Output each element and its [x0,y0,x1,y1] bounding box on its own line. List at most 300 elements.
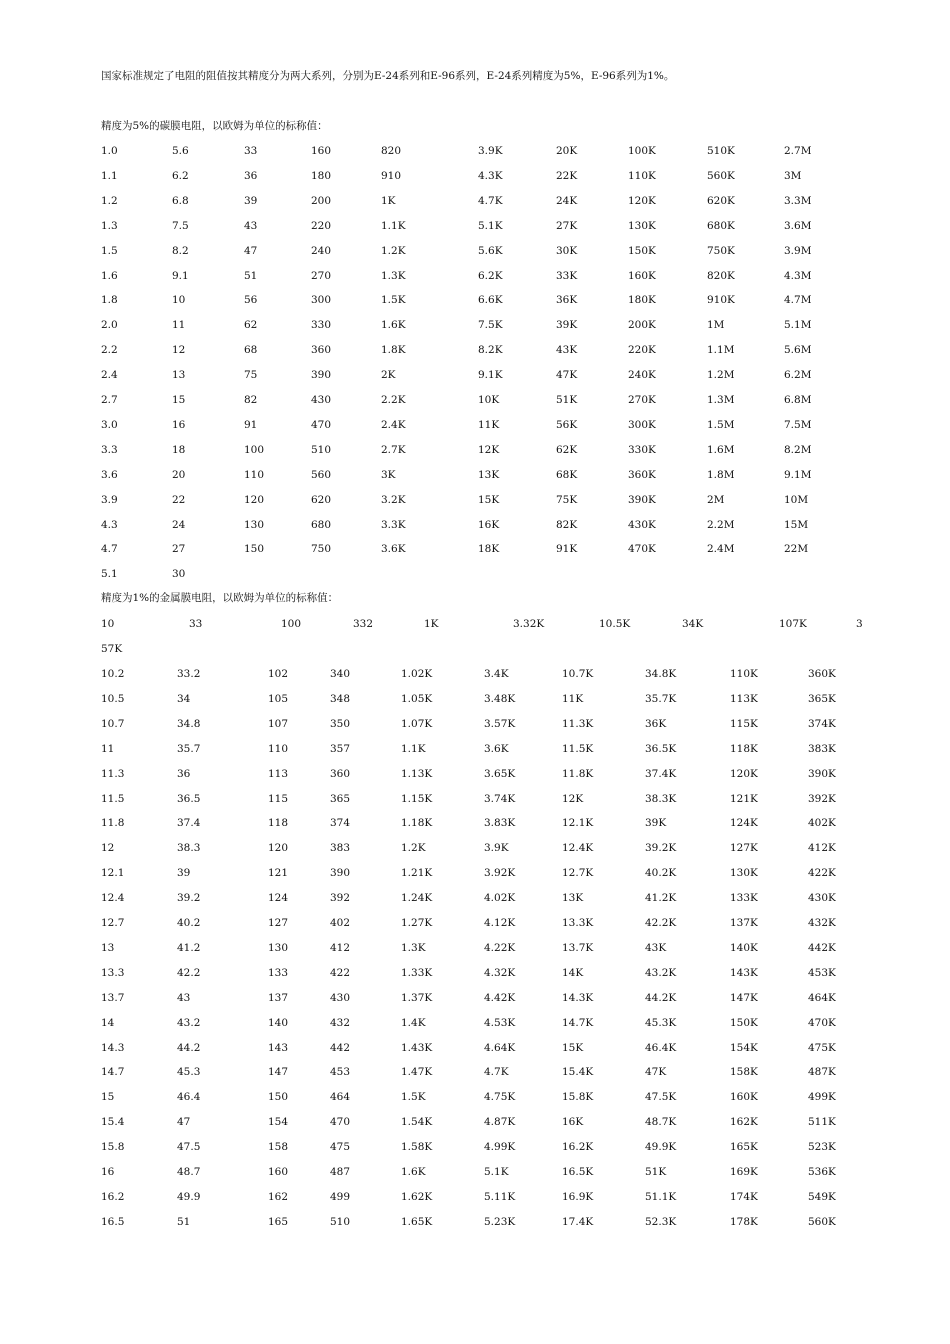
value-cell: 470K [808,1017,836,1029]
value-cell: 150K [628,245,656,257]
value-cell: 1.5K [381,294,406,306]
value-cell: 1.3 [101,220,118,232]
e96-row [0,669,950,683]
value-cell: 374K [808,718,836,730]
value-cell: 4.53K [484,1017,516,1029]
value-cell: 24K [556,195,578,207]
value-cell: 38.3 [177,842,201,854]
value-cell: 15K [562,1042,584,1054]
value-cell: 1.21K [401,867,433,879]
value-cell: 5.1K [484,1166,509,1178]
value-cell: 41.2 [177,942,201,954]
value-cell: 11.3 [101,768,125,780]
e24-row [0,146,950,160]
value-cell: 6.6K [478,294,503,306]
value-cell: 3.9K [478,145,503,157]
value-cell: 12.4K [562,842,594,854]
value-cell: 16.9K [562,1191,594,1203]
value-cell: 113K [730,693,758,705]
value-cell: 40.2K [645,867,677,879]
value-cell: 91K [556,543,578,555]
value-cell: 2K [381,369,396,381]
value-cell: 357 [330,743,351,755]
value-cell: 10K [478,394,500,406]
value-cell: 332 [353,618,374,630]
value-cell: 20K [556,145,578,157]
value-cell: 11K [478,419,500,431]
value-cell: 16.2K [562,1141,594,1153]
value-cell: 511K [808,1116,836,1128]
value-cell: 4.3 [101,519,118,531]
value-cell: 33K [556,270,578,282]
value-cell: 360K [808,668,836,680]
e96-row [0,694,950,708]
value-cell: 4.12K [484,917,516,929]
value-cell: 464 [330,1091,351,1103]
value-cell: 1.47K [401,1066,433,1078]
value-cell: 2.2K [381,394,406,406]
value-cell: 750 [311,543,332,555]
value-cell: 14.7 [101,1066,125,1078]
value-cell: 487K [808,1066,836,1078]
value-cell: 100 [281,618,302,630]
value-cell: 1.13K [401,768,433,780]
value-cell: 3.9K [484,842,509,854]
value-cell: 143 [268,1042,289,1054]
value-cell: 464K [808,992,836,1004]
value-cell: 200 [311,195,332,207]
value-cell: 56K [556,419,578,431]
value-cell: 113 [268,768,289,780]
value-cell: 2.2 [101,344,118,356]
value-cell: 16K [562,1116,584,1128]
value-cell: 1.37K [401,992,433,1004]
value-cell: 3.3K [381,519,406,531]
value-cell: 13K [478,469,500,481]
value-cell: 360K [628,469,656,481]
value-cell: 45.3K [645,1017,677,1029]
value-cell: 18 [172,444,186,456]
value-cell: 48.7K [645,1116,677,1128]
value-cell: 392 [330,892,351,904]
value-cell: 5.1M [784,319,812,331]
value-cell: 1.27K [401,917,433,929]
e96-row [0,1092,950,1106]
e24-row [0,171,950,185]
value-cell: 1.65K [401,1216,433,1228]
value-cell: 8.2K [478,344,503,356]
value-cell: 115K [730,718,758,730]
value-cell: 620 [311,494,332,506]
value-cell: 18K [478,543,500,555]
value-cell: 162K [730,1116,758,1128]
e24-row [0,569,950,583]
value-cell: 48.7 [177,1166,201,1178]
value-cell: 8.2 [172,245,189,257]
value-cell: 1.18K [401,817,433,829]
value-cell: 220K [628,344,656,356]
e96-row [0,1142,950,1156]
value-cell: 160K [628,270,656,282]
value-cell: 14.3 [101,1042,125,1054]
value-cell: 820 [381,145,402,157]
value-cell: 7.5M [784,419,812,431]
value-cell: 37.4 [177,817,201,829]
value-cell: 4.32K [484,967,516,979]
value-cell: 137 [268,992,289,1004]
value-cell: 174K [730,1191,758,1203]
value-cell: 3.32K [513,618,545,630]
value-cell: 49.9 [177,1191,201,1203]
e96-row [0,1117,950,1131]
value-cell: 4.7K [478,195,503,207]
value-cell: 536K [808,1166,836,1178]
value-cell: 13.3K [562,917,594,929]
value-cell: 3.3M [784,195,812,207]
value-cell: 432K [808,917,836,929]
e24-row [0,295,950,309]
value-cell: 140 [268,1017,289,1029]
e96-row [0,943,950,957]
value-cell: 1.43K [401,1042,433,1054]
value-cell: 120 [268,842,289,854]
value-cell: 27 [172,543,186,555]
value-cell: 1.8M [707,469,735,481]
value-cell: 102 [268,668,289,680]
value-cell: 150K [730,1017,758,1029]
value-cell: 130 [244,519,265,531]
value-cell: 9.1 [172,270,189,282]
value-cell: 121K [730,793,758,805]
value-cell: 147 [268,1066,289,1078]
value-cell: 178K [730,1216,758,1228]
value-cell: 17.4K [562,1216,594,1228]
value-cell: 1.6 [101,270,118,282]
value-cell: 300 [311,294,332,306]
value-cell: 6.8M [784,394,812,406]
value-cell: 3.0 [101,419,118,431]
value-cell: 33 [189,618,203,630]
e24-row [0,271,950,285]
value-cell: 12 [172,344,186,356]
value-cell: 11.8 [101,817,125,829]
value-cell: 1.2M [707,369,735,381]
value-cell: 560K [808,1216,836,1228]
value-cell: 383K [808,743,836,755]
e96-row [0,868,950,882]
value-cell: 4.99K [484,1141,516,1153]
e96-row [0,1043,950,1057]
value-cell: 3.3 [101,444,118,456]
value-cell: 36 [244,170,258,182]
value-cell: 100 [244,444,265,456]
value-cell: 68 [244,344,258,356]
value-cell: 4.7M [784,294,812,306]
value-cell: 43K [645,942,667,954]
value-cell: 5.6M [784,344,812,356]
value-cell: 3.9M [784,245,812,257]
value-cell: 2.2M [707,519,735,531]
value-cell: 43 [177,992,191,1004]
value-cell: 510 [330,1216,351,1228]
value-cell: 270K [628,394,656,406]
value-cell: 100K [628,145,656,157]
value-cell: 3 [856,618,863,630]
value-cell: 43K [556,344,578,356]
value-cell: 10.7 [101,718,125,730]
value-cell: 34.8 [177,718,201,730]
e24-row [0,246,950,260]
value-cell: 3.74K [484,793,516,805]
value-cell: 330 [311,319,332,331]
value-cell: 3M [784,170,802,182]
value-cell: 47.5 [177,1141,201,1153]
value-cell: 3.2K [381,494,406,506]
e24-row [0,320,950,334]
value-cell: 470 [311,419,332,431]
e96-row [0,769,950,783]
value-cell: 130 [268,942,289,954]
value-cell: 124 [268,892,289,904]
e96-row [0,1018,950,1032]
value-cell: 453K [808,967,836,979]
value-cell: 374 [330,817,351,829]
value-cell: 3.6M [784,220,812,232]
value-cell: 154K [730,1042,758,1054]
value-cell: 4.22K [484,942,516,954]
value-cell: 365K [808,693,836,705]
value-cell: 350 [330,718,351,730]
value-cell: 22M [784,543,809,555]
value-cell: 42.2 [177,967,201,979]
e96-row [0,918,950,932]
value-cell: 1.02K [401,668,433,680]
value-cell: 1.1K [401,743,426,755]
value-cell: 10.7K [562,668,594,680]
value-cell: 47K [556,369,578,381]
value-cell: 4.02K [484,892,516,904]
value-cell: 14.3K [562,992,594,1004]
value-cell: 422K [808,867,836,879]
value-cell: 12.7 [101,917,125,929]
value-cell: 1.5 [101,245,118,257]
value-cell: 2.4K [381,419,406,431]
value-cell: 160 [311,145,332,157]
value-cell: 1.54K [401,1116,433,1128]
value-cell: 16K [478,519,500,531]
value-cell: 35.7 [177,743,201,755]
value-cell: 422 [330,967,351,979]
value-cell: 3.65K [484,768,516,780]
value-cell: 1.3K [401,942,426,954]
value-cell: 36K [556,294,578,306]
value-cell: 35.7K [645,693,677,705]
value-cell: 1.0 [101,145,118,157]
e24-heading: 精度为5%的碳膜电阻，以欧姆为单位的标称值： [101,120,328,132]
value-cell: 1.1M [707,344,735,356]
value-cell: 14 [101,1017,115,1029]
value-cell: 110K [628,170,656,182]
value-cell: 44.2 [177,1042,201,1054]
value-cell: 620K [707,195,735,207]
value-cell: 44.2K [645,992,677,1004]
value-cell: 47 [244,245,258,257]
value-cell: 487 [330,1166,351,1178]
value-cell: 510K [707,145,735,157]
value-cell: 10.2 [101,668,125,680]
value-cell: 16.5K [562,1166,594,1178]
value-cell: 200K [628,319,656,331]
value-cell: 2.7 [101,394,118,406]
value-cell: 15.4K [562,1066,594,1078]
e24-row [0,520,950,534]
value-cell: 220 [311,220,332,232]
value-cell: 160K [730,1091,758,1103]
value-cell: 390K [628,494,656,506]
value-cell: 10M [784,494,809,506]
value-cell: 402K [808,817,836,829]
value-cell: 37.4K [645,768,677,780]
value-cell: 75K [556,494,578,506]
value-cell: 510 [311,444,332,456]
value-cell: 442K [808,942,836,954]
value-cell: 127 [268,917,289,929]
value-cell: 47K [645,1066,667,1078]
value-cell: 24 [172,519,186,531]
value-cell: 360 [311,344,332,356]
value-cell: 340 [330,668,351,680]
value-cell: 3.92K [484,867,516,879]
value-cell: 1.3M [707,394,735,406]
value-cell: 1.4K [401,1017,426,1029]
value-cell: 10 [172,294,186,306]
value-cell: 91 [244,419,258,431]
value-cell: 12.1 [101,867,125,879]
value-cell: 30 [172,568,186,580]
value-cell: 6.2 [172,170,189,182]
value-cell: 1.6K [401,1166,426,1178]
value-cell: 42.2K [645,917,677,929]
value-cell: 1.15K [401,793,433,805]
value-cell: 14K [562,967,584,979]
value-cell: 3.83K [484,817,516,829]
value-cell: 392K [808,793,836,805]
value-cell: 120K [628,195,656,207]
value-cell: 137K [730,917,758,929]
e96-row [0,993,950,1007]
e24-row [0,495,950,509]
value-cell: 1.5M [707,419,735,431]
value-cell: 12 [101,842,115,854]
value-cell: 180K [628,294,656,306]
value-cell: 10.5 [101,693,125,705]
value-cell: 118K [730,743,758,755]
e96-row [0,1167,950,1181]
value-cell: 39 [244,195,258,207]
value-cell: 365 [330,793,351,805]
value-cell: 133K [730,892,758,904]
value-cell: 11 [172,319,186,331]
value-cell: 430K [808,892,836,904]
value-cell: 130K [730,867,758,879]
e24-row [0,395,950,409]
value-cell: 412K [808,842,836,854]
value-cell: 22 [172,494,186,506]
value-cell: 1.5K [401,1091,426,1103]
e24-row [0,370,950,384]
value-cell: 143K [730,967,758,979]
value-cell: 160 [268,1166,289,1178]
value-cell: 34 [177,693,191,705]
e96-row [0,719,950,733]
value-cell: 4.75K [484,1091,516,1103]
value-cell: 1.1K [381,220,406,232]
value-cell: 12.1K [562,817,594,829]
value-cell: 3K [381,469,396,481]
value-cell: 38.3K [645,793,677,805]
value-cell: 127K [730,842,758,854]
e24-row [0,221,950,235]
value-cell: 4.3K [478,170,503,182]
value-cell: 82 [244,394,258,406]
value-cell: 39 [177,867,191,879]
value-cell: 34.8K [645,668,677,680]
value-cell: 27K [556,220,578,232]
value-cell: 1.2K [401,842,426,854]
value-cell: 5.23K [484,1216,516,1228]
value-cell: 4.7 [101,543,118,555]
value-cell: 15K [478,494,500,506]
value-cell: 442 [330,1042,351,1054]
value-cell: 8.2M [784,444,812,456]
value-cell: 2.7K [381,444,406,456]
value-cell: 45.3 [177,1066,201,1078]
e24-row [0,345,950,359]
value-cell: 158 [268,1141,289,1153]
value-cell: 36K [645,718,667,730]
value-cell: 52.3K [645,1216,677,1228]
value-cell: 680 [311,519,332,531]
value-cell: 549K [808,1191,836,1203]
value-cell: 560 [311,469,332,481]
value-cell: 62K [556,444,578,456]
value-cell: 13 [101,942,115,954]
value-cell: 120 [244,494,265,506]
value-cell: 5.1K [478,220,503,232]
value-cell: 383 [330,842,351,854]
value-cell: 330K [628,444,656,456]
value-cell: 910K [707,294,735,306]
value-cell: 56 [244,294,258,306]
e96-row [0,843,950,857]
value-cell: 1.05K [401,693,433,705]
e24-row [0,420,950,434]
e96-row [0,1067,950,1081]
value-cell: 124K [730,817,758,829]
value-cell: 40.2 [177,917,201,929]
value-cell: 154 [268,1116,289,1128]
value-cell: 270 [311,270,332,282]
value-cell: 43 [244,220,258,232]
value-cell: 3.9 [101,494,118,506]
value-cell: 7.5K [478,319,503,331]
value-cell: 147K [730,992,758,1004]
value-cell: 51 [244,270,258,282]
value-cell: 412 [330,942,351,954]
value-cell: 11 [101,743,115,755]
value-cell: 51K [556,394,578,406]
value-cell: 430 [330,992,351,1004]
